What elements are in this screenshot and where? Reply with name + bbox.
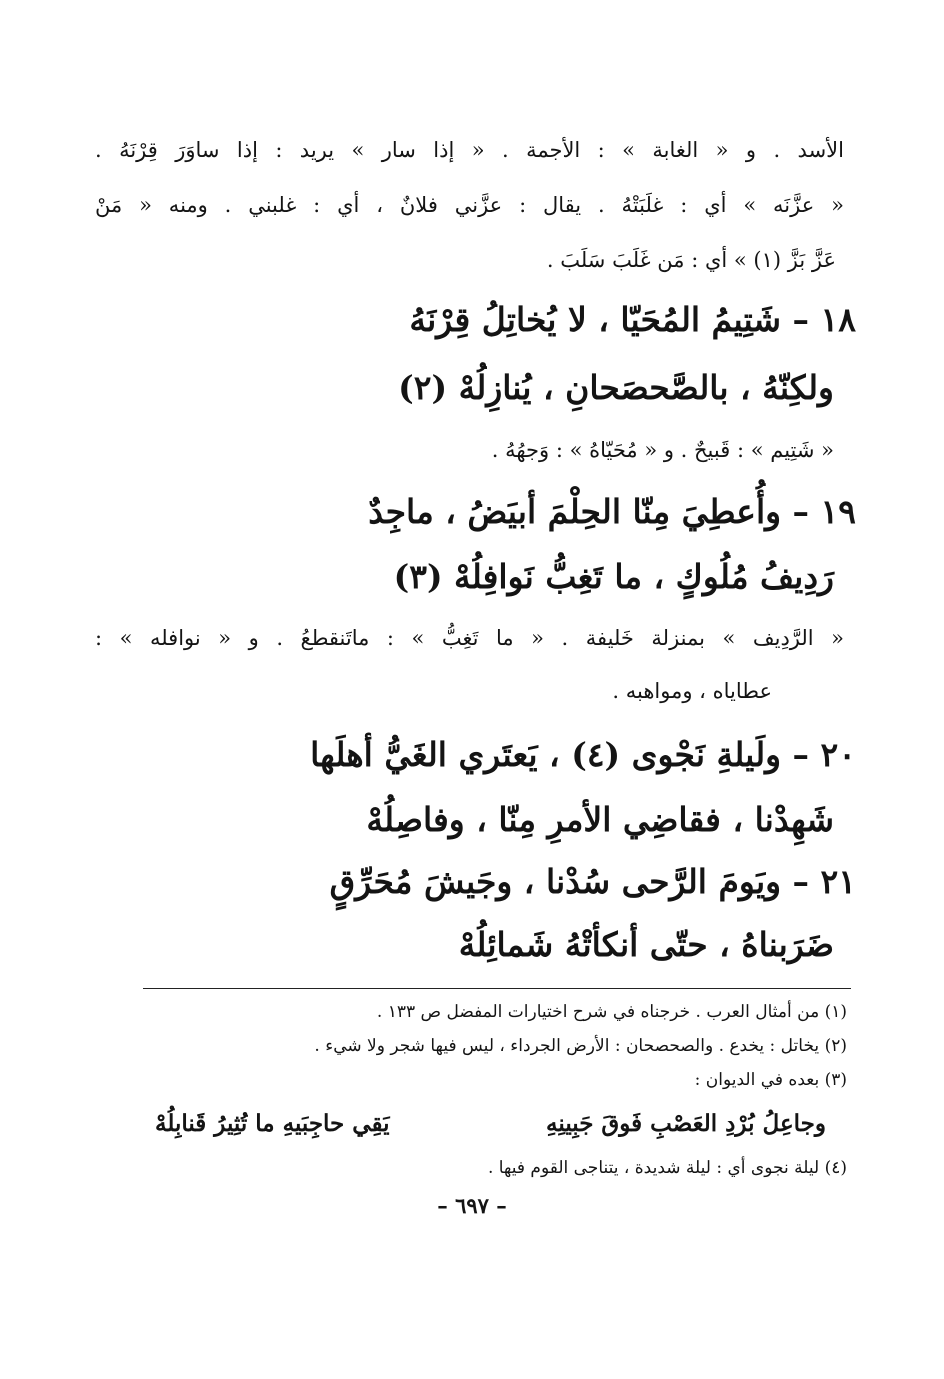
- verse-18-second-hemistich: ولكِنّهُ ، بالصَّحصَحانِ ، يُنازِلُهْ (٢): [398, 368, 834, 407]
- page-number: – ٦٩٧ –: [437, 1193, 507, 1218]
- verse-21-first-hemistich: ٢١ – ويَومَ الرَّحى سُدْنا ، وجَيشَ مُحَرِّقٍ: [329, 862, 856, 901]
- footnote-3-verse: [155, 1110, 826, 1137]
- footnote-2: (٢) يخاتل : يخدع . والصحصحان : الأرض الجرداء ، ليس فيها شجر ولا شيء .: [314, 1036, 847, 1056]
- commentary-line-2: « عزَّنَه » أي : غلَبَتْهُ . يقال : عزَّني فلانٌ ، أي : غلبني . ومنه « مَنْ: [95, 193, 844, 217]
- verse-19-commentary-2: عطاياه ، ومواهبه .: [612, 679, 772, 703]
- verse-18-commentary: « شَتِيم » : قَبيحٌ . و « مُحَيّاهُ » : وَجهُهُ .: [491, 438, 834, 462]
- verse-19-commentary-1: « الرَّدِيف » بمنزلة خَليفة . « ما تَغِبُّ » : ماتَنقطعُ . و « نوافله » :: [95, 626, 844, 650]
- footnote-4: (٤) ليلة نجوى أي : ليلة شديدة ، يتناجى القوم فيها .: [487, 1158, 847, 1178]
- verse-18-first-hemistich: ١٨ – شَتِيمُ المُحَيّا ، لا يُخاتِلُ قِرْنَهُ: [409, 300, 856, 339]
- commentary-line-1: الأسد . و « الغابة » : الأجمة . « إذا سار » يريد : إذا ساوَرَ قِرْنَهُ .: [95, 138, 844, 162]
- footnote-3-verse-second: يَقِي حاجِبَيهِ ما تُثِيرُ قَنابِلُهْ: [155, 1110, 390, 1137]
- commentary-line-3: عَزَّ بَزَّ (١) » أي : مَن غَلَبَ سَلَبَ .: [546, 248, 836, 272]
- verse-20-first-hemistich: ٢٠ – ولَيلةِ نَجْوى (٤) ، يَعتَري الغَيُّ أهلَها: [310, 735, 856, 774]
- footnote-1: (١) من أمثال العرب . خرجناه في شرح اختيارات المفضل ص ١٣٣ .: [376, 1002, 847, 1022]
- verse-21-second-hemistich: ضَرَبناهُ ، حتّى أنكأتْهُ شَمائِلُهْ: [458, 925, 834, 964]
- footnote-3: (٣) بعده في الديوان :: [694, 1070, 847, 1090]
- verse-20-second-hemistich: شَهِدْنا ، فقاضِي الأمرِ مِنّا ، وفاصِلُهْ: [366, 800, 834, 839]
- verse-19-second-hemistich: رَدِيفُ مُلُوكٍ ، ما تَغِبُّ نَوافِلُهْ (٣): [393, 557, 834, 596]
- footnote-separator: [143, 988, 851, 989]
- verse-19-first-hemistich: ١٩ – وأُعطِيَ مِنّا الحِلْمَ أبيَضُ ، ماجِدٌ: [368, 492, 856, 531]
- footnote-3-verse-first: وجاعِلُ بُرْدِ العَصْبِ فَوقَ جَبِينِهِ: [546, 1110, 826, 1137]
